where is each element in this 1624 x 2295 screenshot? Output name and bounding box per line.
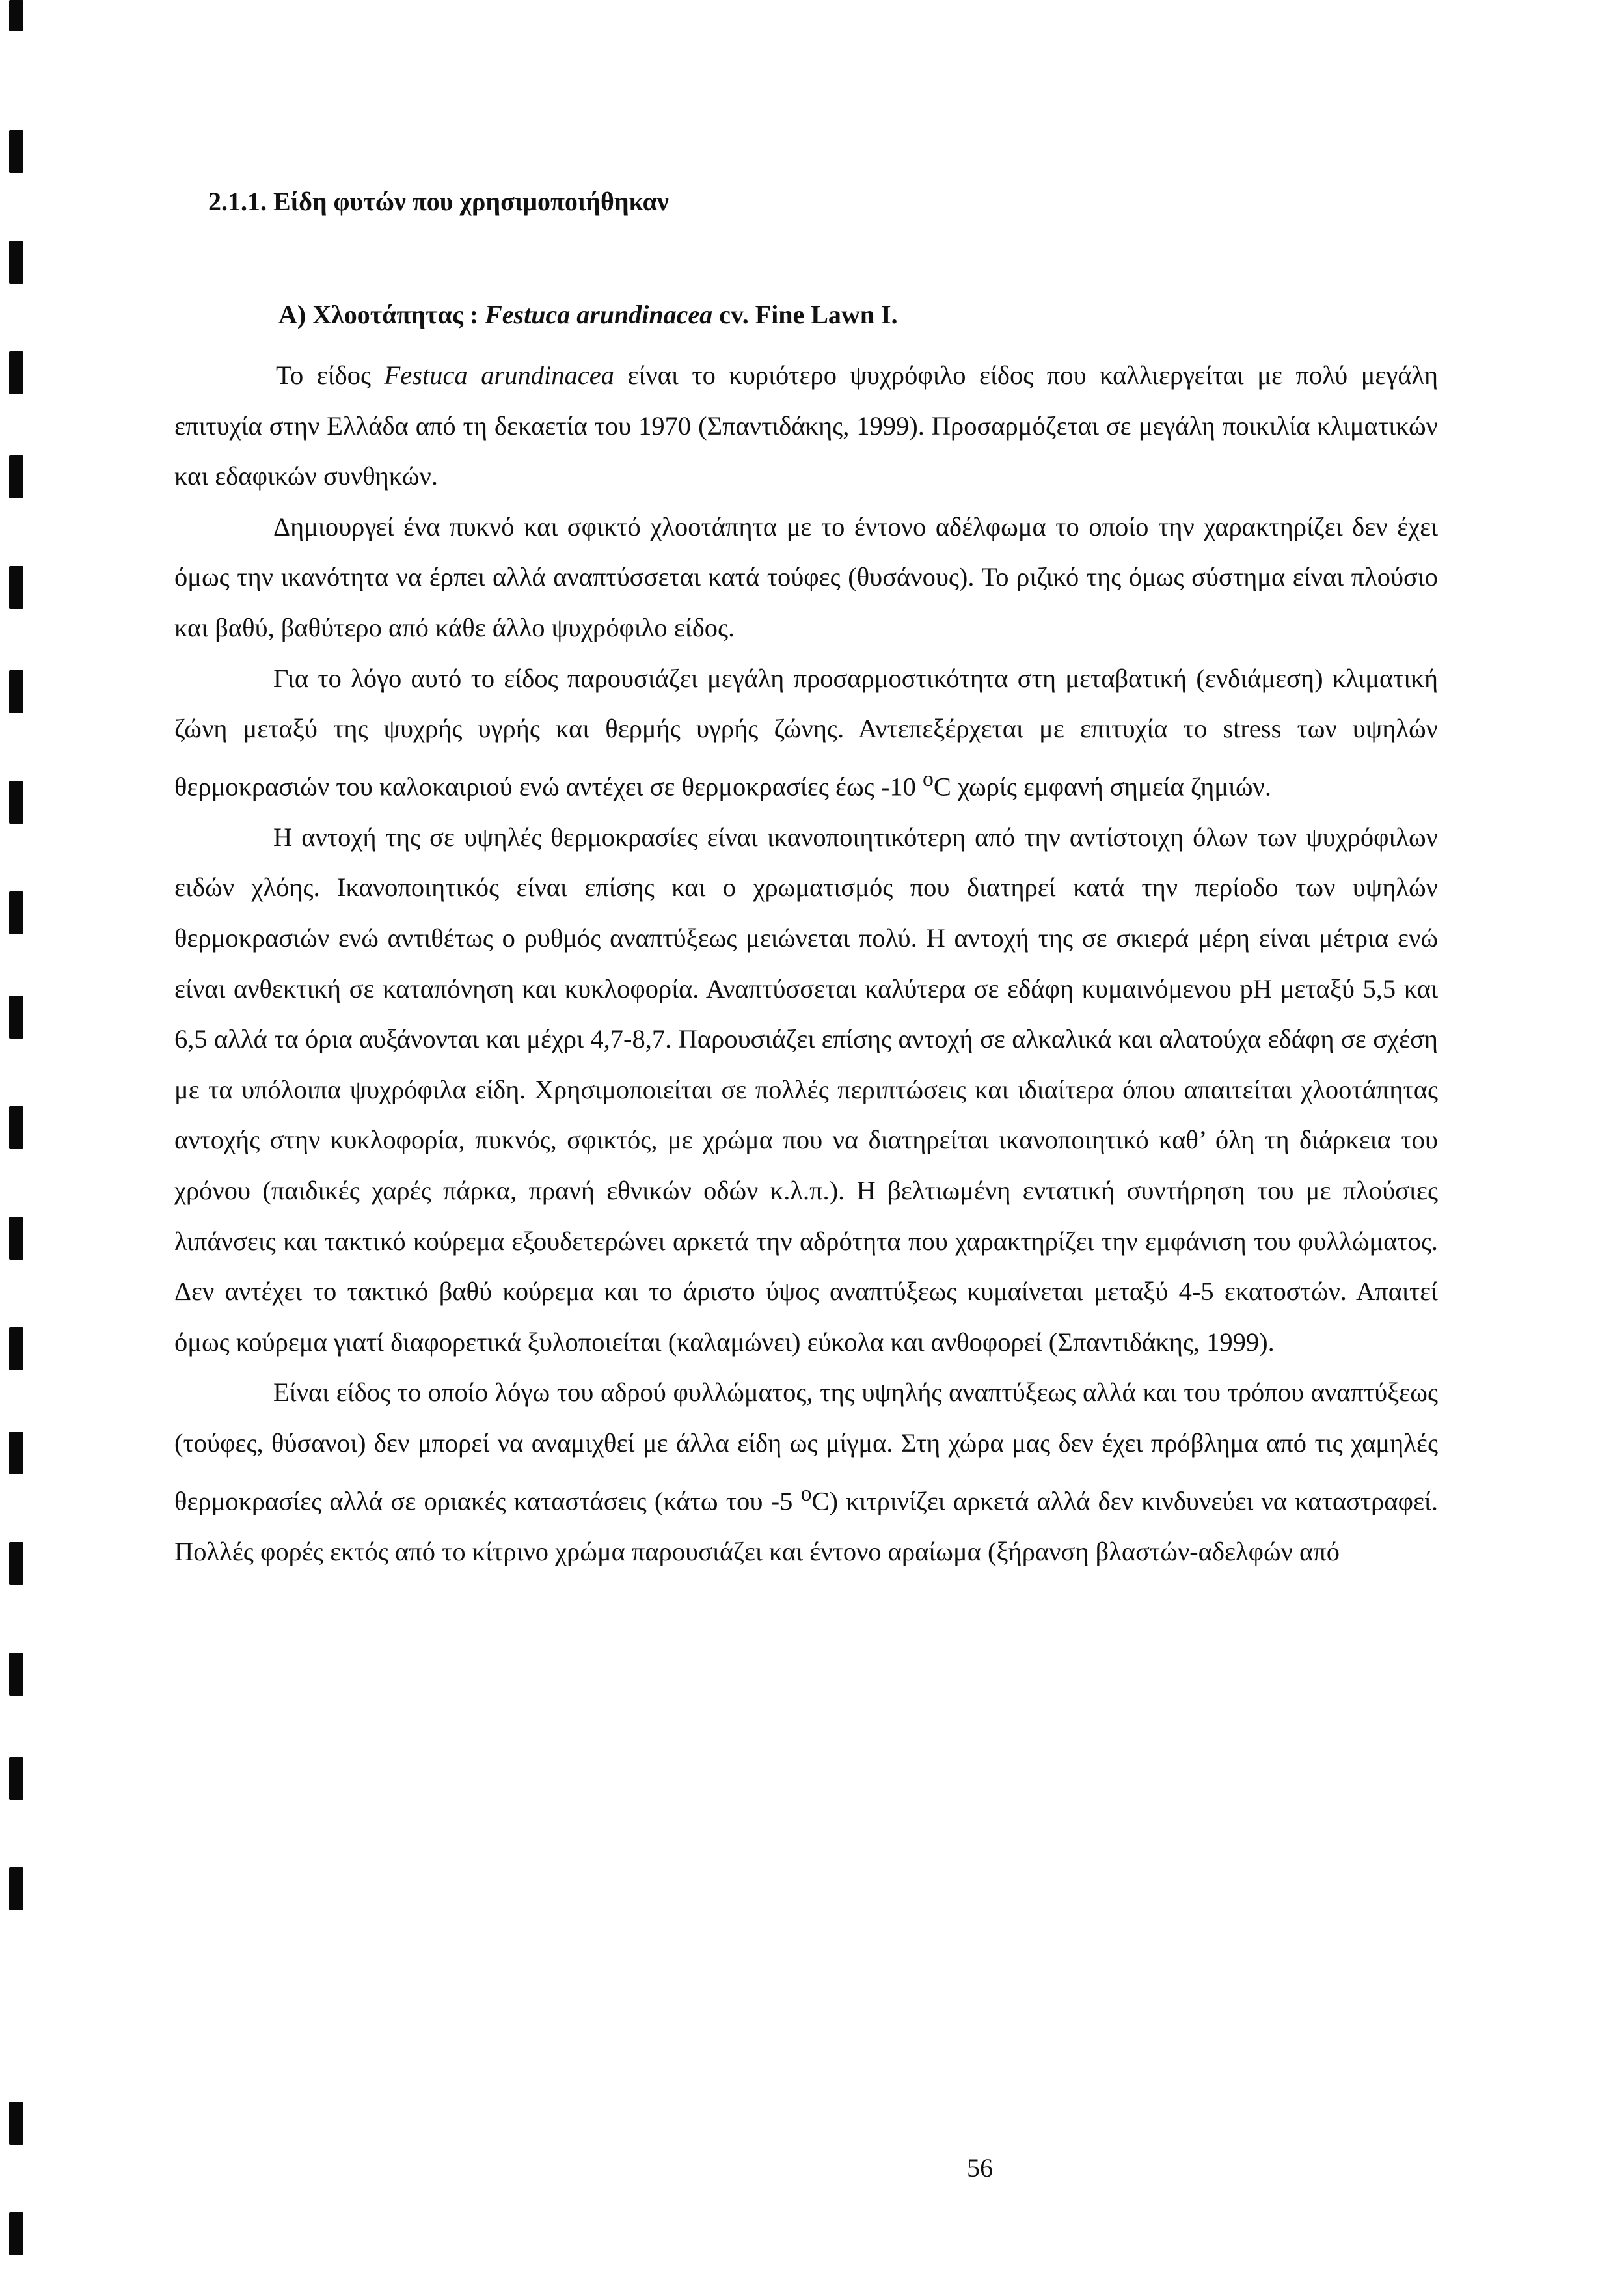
binding-mark	[9, 130, 23, 173]
paragraph-1-after: είναι το κυριότερο ψυχρόφιλο είδος που καλλιεργείται με πολύ μεγάλη επιτυχία στην Ελλάδα από τη δεκαετία του 1970 (Σπαντιδάκης, 1999). Προσαρμόζεται σε μεγάλη ποικιλία κλιματικών και εδαφικών συνθηκών.	[174, 360, 1438, 491]
binding-mark	[9, 1653, 23, 1696]
paragraph-5-after: C) κιτρινίζει αρκετά αλλά δεν κινδυνεύει να καταστραφεί. Πολλές φορές εκτός από το κίτρινο χρώμα παρουσιάζει και έντονο αραίωμα (ξήρανση βλαστών-αδελφών από	[174, 1486, 1438, 1566]
binding-marks	[0, 0, 39, 2295]
degree-sign: o	[800, 1481, 812, 1506]
binding-mark	[9, 241, 23, 284]
binding-mark	[9, 2102, 23, 2145]
binding-mark	[9, 670, 23, 713]
paragraph-1-species: Festuca arundinacea	[384, 360, 614, 390]
binding-mark	[9, 1327, 23, 1370]
body-text	[174, 350, 1438, 1577]
binding-mark	[9, 1217, 23, 1260]
paragraph-3-before: Για το λόγο αυτό το είδος παρουσιάζει μεγάλη προσαρμοστικότητα στη μεταβατική (ενδιάμεση) κλιματική ζώνη μεταξύ της ψυχρής υγρής και θερμής υγρής ζώνης. Αντεπεξέρχεται με επιτυχία το stress των υψηλών θερμοκρασιών του καλοκαιριού ενώ αντέχει σε θερμοκρασίες έως -10	[174, 663, 1438, 802]
subheading-suffix: cv. Fine Lawn I.	[712, 300, 898, 329]
paragraph-1-before: Το είδος	[276, 360, 385, 390]
subheading-prefix: Α) Χλοοτάπητας :	[278, 300, 485, 329]
binding-mark	[9, 2212, 23, 2255]
paragraph-2: Δημιουργεί ένα πυκνό και σφικτό χλοοτάπητα με το έντονο αδέλφωμα το οποίο την χαρακτηρίζει δεν έχει όμως την ικανότητα να έρπει αλλά αναπτύσσεται κατά τούφες (θυσάνους). Το ριζικό της όμως σύστημα είναι πλούσιο και βαθύ, βαθύτερο από κάθε άλλο ψυχρόφιλο είδος.	[174, 511, 1438, 642]
paragraph-3-after: C χωρίς εμφανή σημεία ζημιών.	[933, 772, 1271, 802]
paragraph-4: Η αντοχή της σε υψηλές θερμοκρασίες είναι ικανοποιητικότερη από την αντίστοιχη όλων των ψυχρόφιλων ειδών χλόης. Ικανοποιητικός είναι επίσης και ο χρωματισμός που διατηρεί κατά την περίοδο των υψηλών θερμοκρασιών ενώ αντιθέτως ο ρυθμός αναπτύξεως μειώνεται πολύ. Η αντοχή της σε σκιερά μέρη είναι μέτρια ενώ είναι ανθεκτική σε καταπόνηση και κυκλοφορία. Αναπτύσσεται καλύτερα σε εδάφη κυμαινόμενου pH μεταξύ 5,5 και 6,5 αλλά τα όρια αυξάνονται και μέχρι 4,7-8,7. Παρουσιάζει επίσης αντοχή σε αλκαλικά και αλατούχα εδάφη σε σχέση με τα υπόλοιπα ψυχρόφιλα είδη. Χρησιμοποιείται σε πολλές περιπτώσεις και ιδιαίτερα όπου απαιτείται χλοοτάπητας αντοχής στην κυκλοφορία, πυκνός, σφικτός, με χρώμα που να διατηρείται ικανοποιητικό καθ’ όλη τη διάρκεια του χρόνου (παιδικές χαρές πάρκα, πρανή εθνικών οδών κ.λ.π.). Η βελτιωμένη εντατική συντήρηση του με πλούσιες λιπάνσεις και τακτικό κούρεμα εξουδετερώνει αρκετά την αδρότητα που χαρακτηρίζει την εμφάνιση του φυλλώματος. Δεν αντέχει το τακτικό βαθύ κούρεμα και το άριστο ύψος αναπτύξεως κυμαίνεται μεταξύ 4-5 εκατοστών. Απαιτεί όμως κούρεμα γιατί διαφορετικά ξυλοποιείται (καλαμώνει) εύκολα και ανθοφορεί (Σπαντιδάκης, 1999).	[174, 822, 1438, 1357]
binding-mark	[9, 1106, 23, 1149]
binding-mark	[9, 1432, 23, 1474]
subheading-species: Festuca arundinacea	[485, 300, 713, 329]
binding-mark	[9, 996, 23, 1039]
paragraph-5	[174, 1367, 1438, 1577]
paragraph-1	[174, 350, 1438, 502]
paragraph-3	[174, 653, 1438, 812]
binding-mark	[9, 1542, 23, 1585]
section-title: 2.1.1. Είδη φυτών που χρησιμοποιήθηκαν	[208, 187, 669, 216]
binding-mark	[9, 566, 23, 609]
degree-sign: o	[922, 767, 934, 791]
binding-mark	[9, 0, 23, 31]
binding-mark	[9, 781, 23, 824]
binding-mark	[9, 1757, 23, 1800]
binding-mark	[9, 351, 23, 394]
plant-subheading	[278, 299, 898, 330]
page-number: 56	[967, 2153, 993, 2182]
binding-mark	[9, 891, 23, 934]
binding-mark	[9, 455, 23, 498]
binding-mark	[9, 1867, 23, 1910]
paragraph-5-before: Είναι είδος το οποίο λόγω του αδρού φυλλώματος, της υψηλής αναπτύξεως αλλά και του τρόπου αναπτύξεως (τούφες, θύσανοι) δεν μπορεί να αναμιχθεί με άλλα είδη ως μίγμα. Στη χώρα μας δεν έχει πρόβλημα από τις χαμηλές θερμοκρασίες αλλά σε οριακές καταστάσεις (κάτω του -5	[174, 1378, 1438, 1516]
